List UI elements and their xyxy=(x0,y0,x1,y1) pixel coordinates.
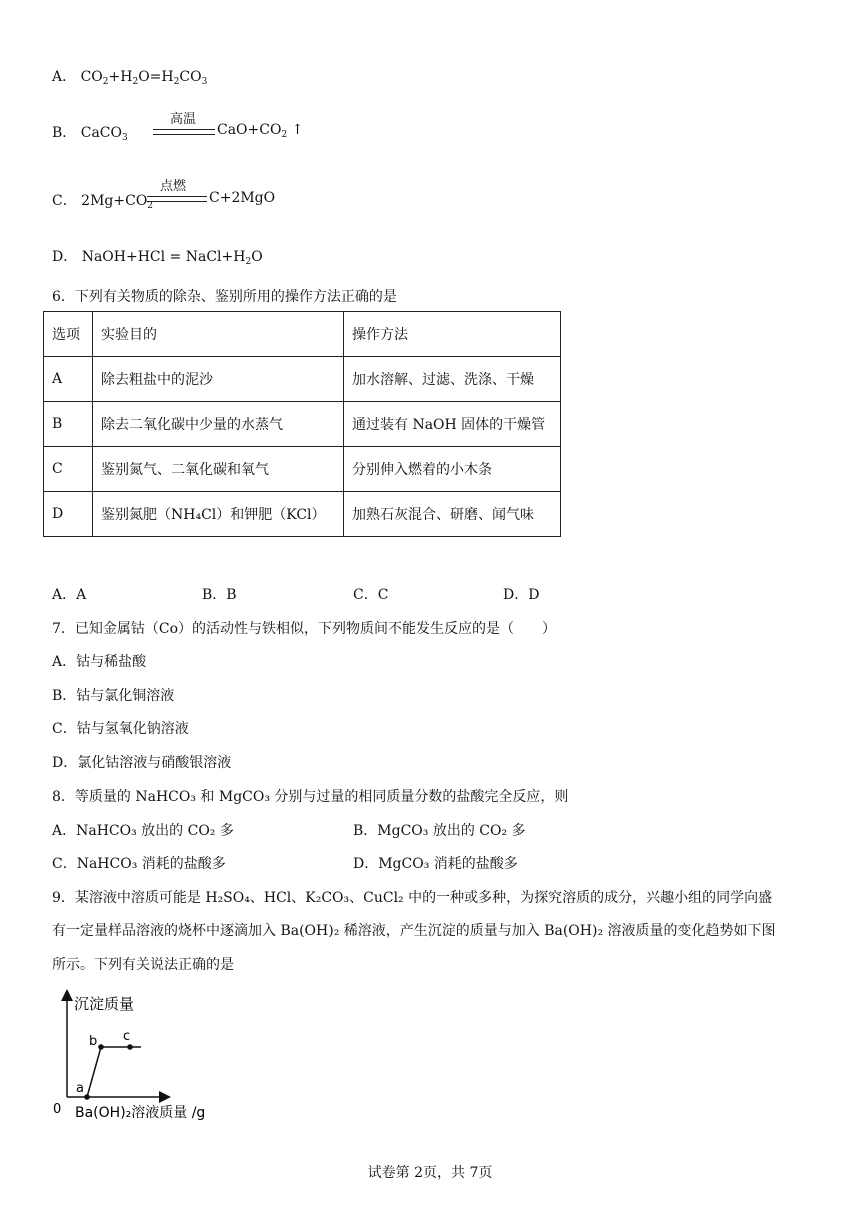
x-axis-label: Ba(OH)₂溶液质量 /g xyxy=(75,1105,206,1121)
q9-line-1: 9．某溶液中溶质可能是 H₂SO₄、HCl、K₂CO₃、CuCl₂ 中的一种或多种，为探究溶质的成分，兴趣小组的同学向盛 xyxy=(52,890,773,906)
cell-option: B xyxy=(44,402,93,447)
equals-bar xyxy=(147,196,207,202)
cell-method: 分别伸入燃着的小木条 xyxy=(344,447,561,492)
q7-option-c: C．钴与氢氧化钠溶液 xyxy=(52,721,189,737)
table-row xyxy=(44,492,561,537)
table-header-row xyxy=(44,312,561,357)
q6-stem: 6．下列有关物质的除杂、鉴别所用的操作方法正确的是 xyxy=(52,289,397,305)
q8-option-a: A．NaHCO₃ 放出的 CO₂ 多 xyxy=(52,823,234,839)
q7-option-b: B．钴与氯化铜溶液 xyxy=(52,688,175,704)
table-row xyxy=(44,447,561,492)
q9-line-3: 所示。下列有关说法正确的是 xyxy=(52,957,234,973)
cell-goal: 除去二氧化碳中少量的水蒸气 xyxy=(93,402,344,447)
header-method: 操作方法 xyxy=(344,312,561,357)
q7-option-a: A．钴与稀盐酸 xyxy=(52,654,147,670)
table-row xyxy=(44,357,561,402)
q5-option-a: A． $CO_2+H_2O=H_2CO_3$ xyxy=(52,69,208,87)
q5-option-b: B． CaCO$_3$ 高温 $CaO+CO_2$ ↑ xyxy=(52,108,312,148)
header-goal: 实验目的 xyxy=(93,312,344,357)
precipitate-graph xyxy=(45,985,265,1130)
cell-method: 加熟石灰混合、研磨、闻气味 xyxy=(344,492,561,537)
cell-method: 通过装有 NaOH 固体的干燥管 xyxy=(344,402,561,447)
point-a-label: a xyxy=(76,1081,84,1096)
q9-line-2: 有一定量样品溶液的烧杯中逐滴加入 Ba(OH)₂ 稀溶液，产生沉淀的质量与加入 Ba(OH)₂ 溶液质量的变化趋势如下图 xyxy=(52,923,776,939)
q8-option-d: D．MgCO₃ 消耗的盐酸多 xyxy=(353,856,518,872)
equals-bar xyxy=(153,129,215,135)
cell-goal: 鉴别氮肥（NH₄Cl）和钾肥（KCl） xyxy=(93,492,344,537)
q8-stem: 8．等质量的 NaHCO₃ 和 MgCO₃ 分别与过量的相同质量分数的盐酸完全反应，则 xyxy=(52,789,569,805)
point-a xyxy=(84,1094,90,1100)
cell-option: A xyxy=(44,357,93,402)
q6-table xyxy=(43,311,561,537)
condition-high-temp: 高温 xyxy=(170,112,197,127)
origin-label: 0 xyxy=(53,1102,62,1117)
cell-goal: 鉴别氮气、二氧化碳和氧气 xyxy=(93,447,344,492)
q6-answer-a: A．A xyxy=(52,587,87,603)
point-c xyxy=(127,1044,133,1050)
table-row xyxy=(44,402,561,447)
q8-option-b: B．MgCO₃ 放出的 CO₂ 多 xyxy=(353,823,526,839)
curve xyxy=(87,1047,141,1097)
point-b-label: b xyxy=(89,1034,98,1049)
q7-option-d: D．氯化钴溶液与硝酸银溶液 xyxy=(52,755,232,771)
q6-answer-c: C．C xyxy=(353,587,389,603)
point-c-label: c xyxy=(123,1029,131,1044)
q5-option-c: C． $2Mg+CO_2$ 点燃 C+2MgO xyxy=(52,175,312,215)
page-footer: 试卷第 2页，共 7页 xyxy=(367,1165,493,1181)
cell-option: D xyxy=(44,492,93,537)
q5-option-d: D． NaOH+HCl = $NaCl+H_2O$ xyxy=(52,249,263,267)
cell-method: 加水溶解、过滤、洗涤、干燥 xyxy=(344,357,561,402)
q7-stem: 7．已知金属钴（Co）的活动性与铁相似，下列物质间不能发生反应的是（ ） xyxy=(52,621,557,637)
y-axis-label: 沉淀质量 xyxy=(74,995,135,1013)
condition-ignite: 点燃 xyxy=(160,179,187,194)
q6-answer-d: D．D xyxy=(503,587,540,603)
cell-goal: 除去粗盐中的泥沙 xyxy=(93,357,344,402)
cell-option: C xyxy=(44,447,93,492)
header-option: 选项 xyxy=(44,312,93,357)
q6-answer-b: B．B xyxy=(202,587,237,603)
point-b xyxy=(98,1044,104,1050)
q8-option-c: C．NaHCO₃ 消耗的盐酸多 xyxy=(52,856,226,872)
